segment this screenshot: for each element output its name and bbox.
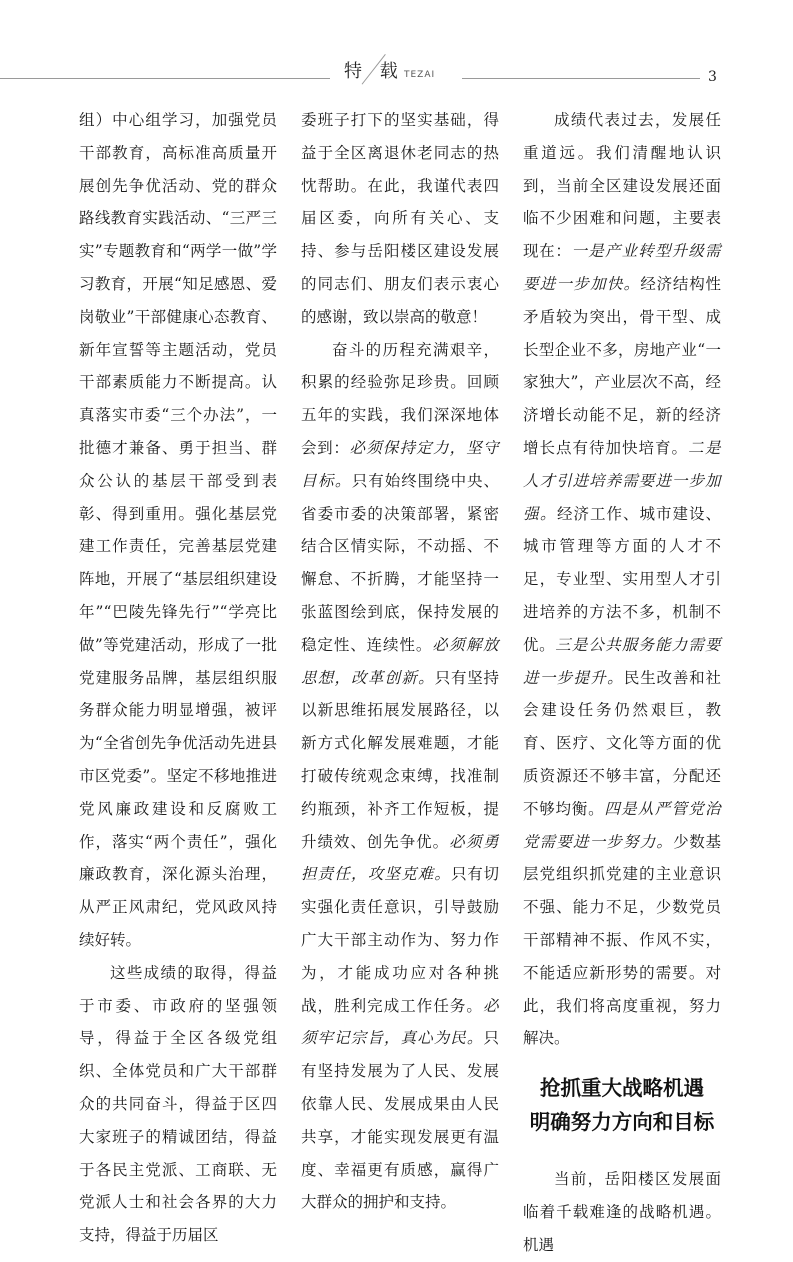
column-1 <box>79 104 277 1245</box>
emphasis-text: 四是从严管党治党需要进一步努力。 <box>523 799 721 851</box>
subheading-line-2: 明确努力方向和目标 <box>529 1110 715 1135</box>
text-run: 只有始终围绕中央、省委市委的决策部署，紧密结合区情实际，不动摇、不懈怠、不折腾，才能坚持一张蓝图绘到底，保持发展的稳定性、连续性。 <box>301 471 499 654</box>
paragraph: 当前，岳阳楼区发展面临着千载难逢的战略机遇。机遇 <box>523 1170 721 1254</box>
text-run: 成绩代表过去，发展任重道远。我们清醒地认识到，当前全区建设发展还面临不少困难和问题，主要表现在： <box>523 111 721 261</box>
page-number: 3 <box>708 69 717 85</box>
section-title: 特 载 <box>344 61 404 82</box>
header-rule-right <box>462 78 700 79</box>
column-2 <box>301 104 499 1212</box>
text-run: 只有坚持以新思维拓展发展路径，以新方式化解发展难题，才能打破传统观念束缚，找准制约瓶颈，补齐工作短板，提升绩效、创先争优。 <box>301 668 499 851</box>
subheading-line-1: 抢抓重大战略机遇 <box>540 1076 704 1101</box>
header-rule-left <box>0 78 330 79</box>
text-run: 奋斗的历程充满艰辛，积累的经验弥足珍贵。回顾五年的实践，我们深深地体会到： <box>301 340 499 457</box>
page-header <box>0 0 793 110</box>
emphasis-text: 必须保持定力，坚守目标。 <box>301 438 499 490</box>
emphasis-text: 一是产业转型升级需要进一步加快。 <box>523 242 721 293</box>
emphasis-text: 二是人才引进培养需要进一步加强。 <box>523 438 721 523</box>
text-run: 只有坚持发展为了人民、发展依靠人民、发展成果由人民共享，才能实现发展更有温度、幸福更有质感，赢得广大群众的拥护和支持。 <box>301 1029 499 1212</box>
paragraph <box>523 104 721 1055</box>
column-3 <box>523 104 721 1254</box>
text-run: 只有切实强化责任意识，引导鼓励广大干部主动作为、努力作为，才能成功应对各种挑战，胜利完成工作任务。 <box>301 865 499 1015</box>
paragraph <box>301 334 499 1220</box>
paragraph: 委班子打下的坚实基础，得益于全区离退休老同志的热忱帮助。在此，我谨代表四届区委，向所有关心、支持、参与岳阳楼区建设发展的同志们、朋友们表示衷心的感谢，致以崇高的敬意！ <box>301 111 499 326</box>
emphasis-text: 必须解放思想，改革创新。 <box>301 635 499 687</box>
text-run: 经济结构性矛盾较为突出，骨干型、成长型企业不多，房地产业“一家独大”，产业层次不高，经济增长动能不足，新的经济增长点有待加快培育。 <box>523 274 721 457</box>
emphasis-text: 三是公共服务能力需要进一步提升。 <box>523 635 721 687</box>
text-run: 少数基层党组织抓党建的主业意识不强、能力不足，少数党员干部精神不振、作风不实，不能适应新形势的需要。对此，我们将高度重视，努力解决。 <box>523 832 721 1048</box>
text-run: 民生改善和社会建设任务仍然艰巨，教育、医疗、文化等方面的优质资源还不够丰富，分配还不够均衡。 <box>523 668 721 818</box>
paragraph: 这些成绩的取得，得益于市委、市政府的坚强领导，得益于全区各级党组织、全体党员和广大干部群众的共同奋斗，得益于区四大家班子的精诚团结，得益于各民主党派、工商联、无党派人士和社会各界的大力支持，得益于历届区 <box>79 963 277 1245</box>
paragraph: 组）中心组学习，加强党员干部教育，高标准高质量开展创先争优活动、党的群众路线教育实践活动、“三严三实”专题教育和“两学一做”学习教育，开展“知足感恩、爱岗敬业”干部健康心态教育、新年宣誓等主题活动，党员干部素质能力不断提高。认真落实市委“三个办法”，一批德才兼备、勇于担当、群众公认的基层干部受到表彰、得到重用。强化基层党建工作责任，完善基层党建阵地，开展了“基层组织建设年”“巴陵先锋先行”“学亮比做”等党建活动，形成了一批党建服务品牌，基层组织服务群众能力明显增强，被评为“全省创先争优活动先进县市区党委”。坚定不移地推进党风廉政建设和反腐败工作，落实“两个责任”，强化廉政教育，深化源头治理，从严正风肃纪，党风政风持续好转。 <box>79 111 277 949</box>
emphasis-text: 必须勇担责任，攻坚克难。 <box>301 832 499 884</box>
text-run: 经济工作、城市建设、城市管理等方面的人才不足，专业型、实用型人才引进培养的方法不多，机制不优。 <box>523 504 721 654</box>
section-title-en: TEZAI <box>404 70 436 80</box>
section-subheading <box>523 1071 721 1139</box>
emphasis-text: 必须牢记宗旨，真心为民。 <box>301 996 499 1048</box>
